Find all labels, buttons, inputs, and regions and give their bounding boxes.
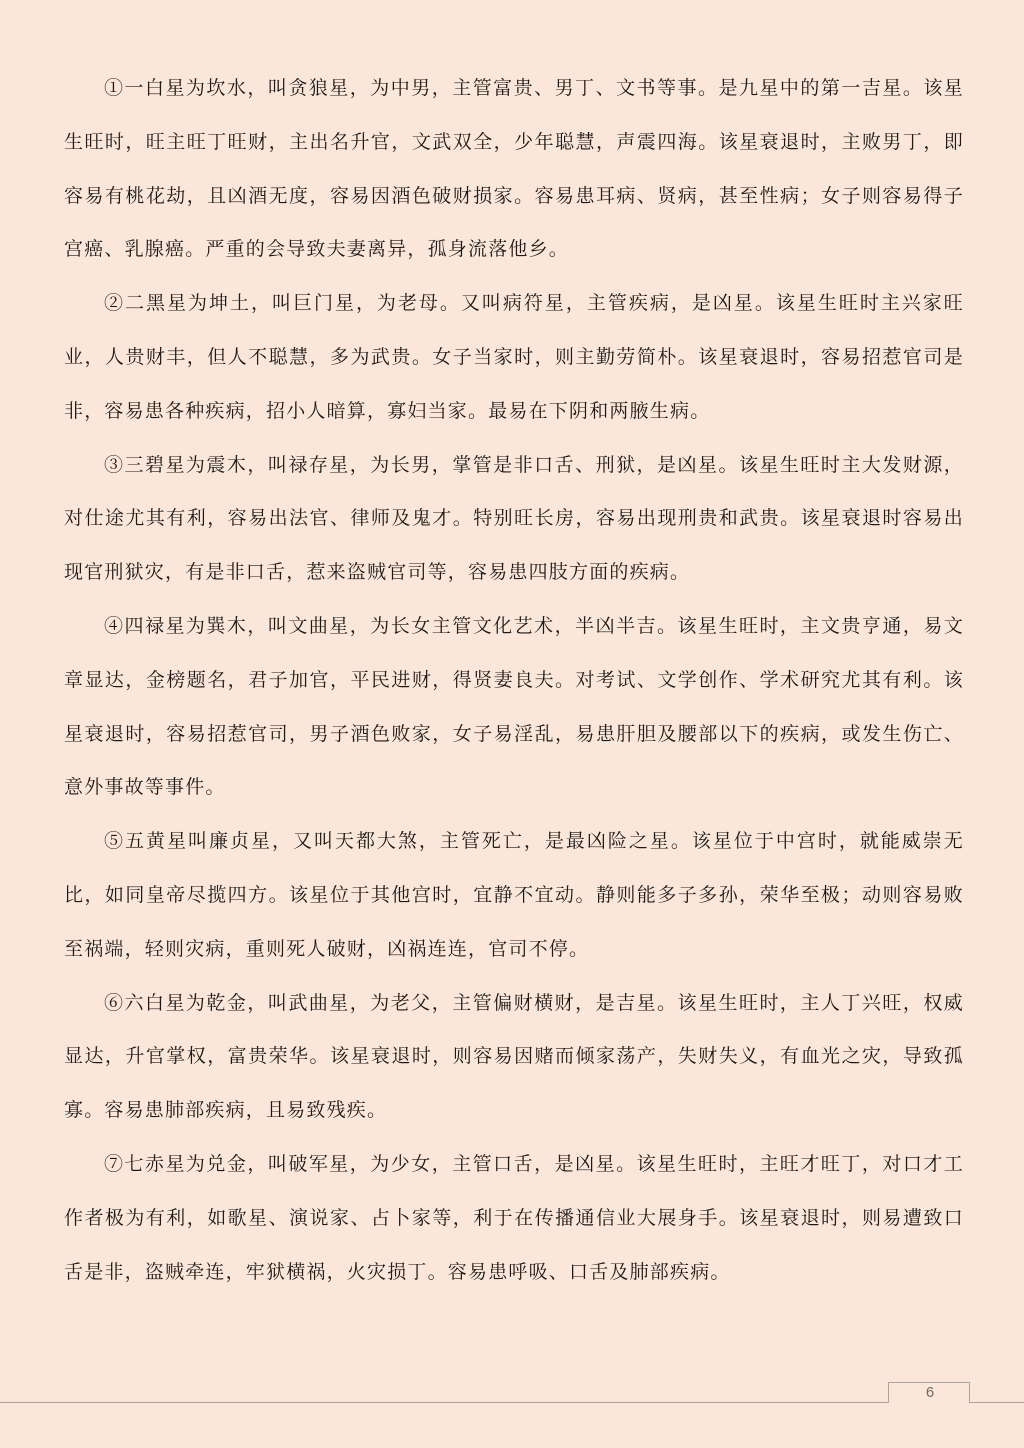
paragraph-star-4: ④四禄星为巽木，叫文曲星，为长女主管文化艺术，半凶半吉。该星生旺时，主文贵亨通，易文章显达，金榜题名，君子加官，平民进财，得贤妻良夫。对考试、文学创作、学术研究尤其有利。该星衰退时，容易招惹官司，男子酒色败家，女子易淫乱，易患肝胆及腰部以下的疾病，或发生伤亡、意外事故等事件。 — [64, 614, 964, 799]
paragraph-star-1: ①一白星为坎水，叫贪狼星，为中男，主管富贵、男丁、文书等事。是九星中的第一吉星。该星生旺时，旺主旺丁旺财，主出名升官，文武双全，少年聪慧，声震四海。该星衰退时，主败男丁，即容易有桃花劫，且凶酒无度，容易因酒色破财损家。容易患耳病、贤病，甚至性病；女子则容易得子宫癌、乳腺癌。严重的会导致夫妻离异，孤身流落他乡。 — [64, 77, 964, 261]
page-number: 6 — [925, 1384, 935, 1401]
paragraph-star-5: ⑤五黄星叫廉贞星，又叫天都大煞，主管死亡，是最凶险之星。该星位于中宫时，就能威崇无比，如同皇帝尽揽四方。该星位于其他宫时，宜静不宜动。静则能多子多孙，荣华至极；动则容易败至祸端，轻则灾病，重则死人破财，凶祸连连，官司不停。 — [64, 830, 964, 960]
paragraph-star-6: ⑥六白星为乾金，叫武曲星，为老父，主管偏财横财，是吉星。该星生旺时，主人丁兴旺，权威显达，升官掌权，富贵荣华。该星衰退时，则容易因赌而倾家荡产，失财失义，有血光之灾，导致孤寡。容易患肺部疾病，且易致残疾。 — [64, 991, 964, 1122]
paragraph-star-7: ⑦七赤星为兑金，叫破军星，为少女，主管口舌，是凶星。该星生旺时，主旺才旺丁，对口才工作者极为有利，如歌星、演说家、占卜家等，利于在传播通信业大展身手。该星衰退时，则易遭致口舌是非，盗贼牵连，牢狱横祸，火灾损丁。容易患呼吸、口舌及肺部疾病。 — [64, 1152, 964, 1283]
footer-divider — [0, 1402, 1024, 1403]
paragraph-star-2: ②二黑星为坤土，叫巨门星，为老母。又叫病符星，主管疾病，是凶星。该星生旺时主兴家旺业，人贵财丰，但人不聪慧，多为武贵。女子当家时，则主勤劳简朴。该星衰退时，容易招惹官司是非，容易患各种疾病，招小人暗算，寡妇当家。最易在下阴和两腋生病。 — [64, 292, 964, 422]
paragraph-star-3: ③三碧星为震木，叫禄存星，为长男，掌管是非口舌、刑狱，是凶星。该星生旺时主大发财源，对仕途尤其有利，容易出法官、律师及鬼才。特别旺长房，容易出现刑贵和武贵。该星衰退时容易出现官刑狱灾，有是非口舌，惹来盗贼官司等，容易患四肢方面的疾病。 — [64, 453, 964, 584]
document-body — [64, 62, 964, 1299]
